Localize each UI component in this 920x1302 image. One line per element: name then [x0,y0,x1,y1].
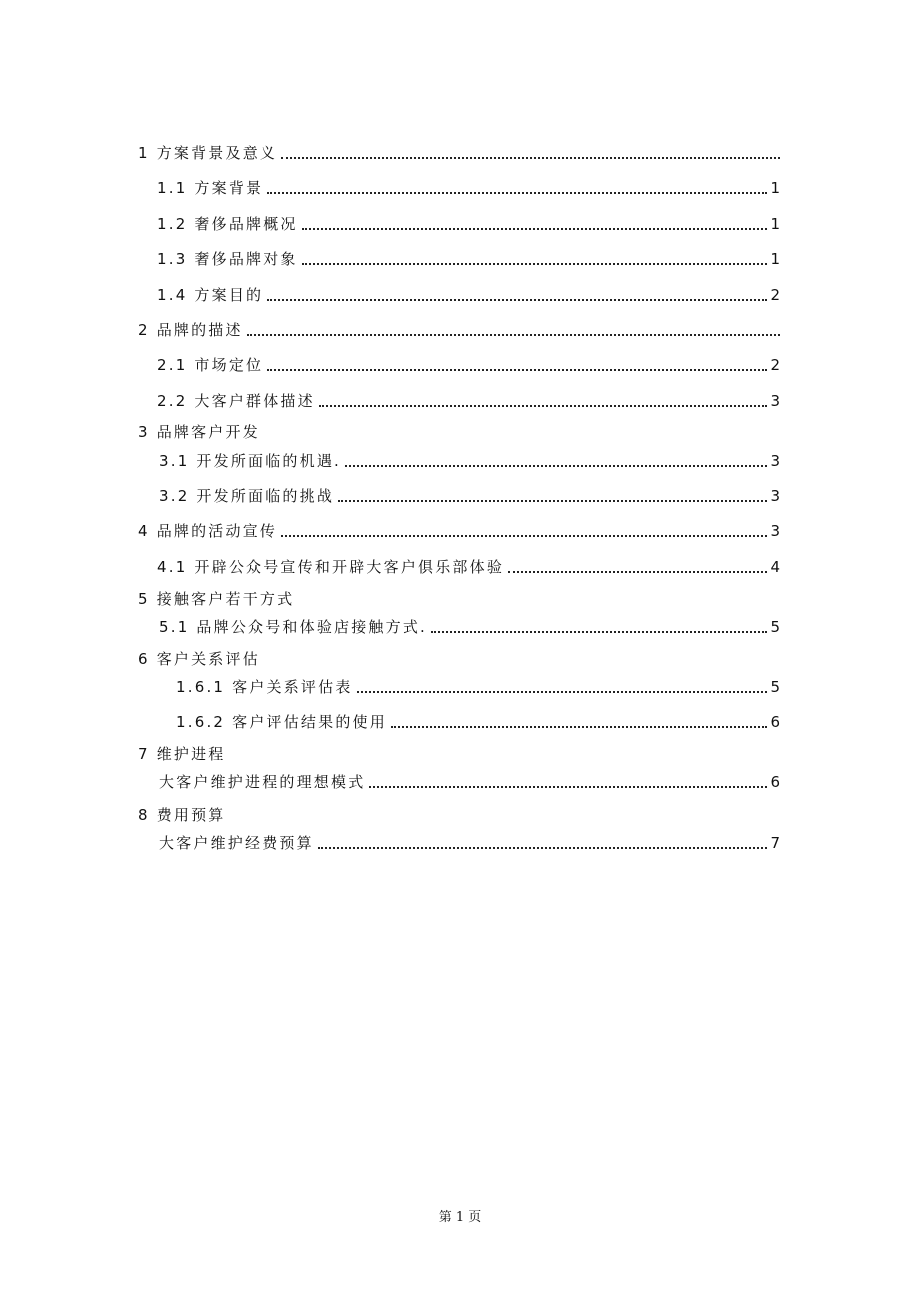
toc-dot-leader [369,785,767,788]
toc-entry-title: 大客户维护进程的理想模式 [159,773,366,791]
toc-entry[interactable] [0,316,920,340]
toc-entry-title: 4.1 开辟公众号宣传和开辟大客户俱乐部体验 [157,558,505,576]
toc-entry-page: 1 [770,179,780,197]
toc-entry-title: 1.6.1 客户关系评估表 [176,678,353,696]
toc-entry-title: 1.1 方案背景 [157,179,264,197]
toc-dot-leader [247,333,780,336]
toc-entry-page: 2 [770,286,780,304]
toc-dot-leader [302,262,767,265]
toc-dot-leader [431,630,767,633]
toc-entry[interactable] [0,482,920,506]
toc-entry-title: 1 方案背景及意义 [138,144,278,162]
toc-entry[interactable] [0,613,920,637]
toc-entry-page: 5 [770,678,780,696]
toc-entry-page: 3 [770,522,780,540]
toc-entry-page: 1 [770,215,780,233]
toc-section-heading[interactable] [138,585,294,609]
toc-entry-title: 1.3 奢侈品牌对象 [157,250,298,268]
toc-section-heading[interactable] [138,645,260,669]
toc-entry-title: 3.1 开发所面临的机遇. [159,452,341,470]
toc-entry-page: 7 [770,834,780,852]
toc-dot-leader [267,298,767,301]
toc-entry[interactable] [0,174,920,198]
toc-dot-leader [267,191,767,194]
toc-entry[interactable] [0,829,920,853]
toc-entry-title: 3.2 开发所面临的挑战 [159,487,335,505]
toc-entry[interactable] [0,517,920,541]
toc-entry-title: 1.6.2 客户评估结果的使用 [176,713,387,731]
toc-dot-leader [281,534,767,537]
toc-entry-page: 1 [770,250,780,268]
toc-dot-leader [302,227,767,230]
toc-section-heading[interactable] [138,740,226,764]
toc-entry-title: 1.4 方案目的 [157,286,264,304]
toc-dot-leader [345,464,767,467]
toc-entry-title: 5.1 品牌公众号和体验店接触方式. [159,618,427,636]
toc-entry-title: 4 品牌的活动宣传 [138,522,278,540]
toc-entry-title: 5 接触客户若干方式 [138,590,295,608]
toc-entry[interactable] [0,708,920,732]
toc-entry-page: 2 [770,356,780,374]
toc-dot-leader [267,368,767,371]
toc-dot-leader [508,570,767,573]
toc-entry-page: 3 [770,487,780,505]
toc-entry-page: 3 [770,452,780,470]
toc-entry[interactable] [0,387,920,411]
toc-section-heading[interactable] [138,801,226,825]
toc-entry-title: 2 品牌的描述 [138,321,243,339]
page-number: 第 1 页 [438,1210,482,1225]
toc-entry-title: 6 客户关系评估 [138,650,260,668]
toc-entry-page: 5 [770,618,780,636]
toc-entry[interactable] [0,351,920,375]
toc-dot-leader [338,499,767,502]
toc-entry-title: 2.1 市场定位 [157,356,264,374]
toc-dot-leader [391,725,767,728]
toc-entry-title: 3 品牌客户开发 [138,423,260,441]
toc-entry[interactable] [0,281,920,305]
toc-entry-page: 6 [770,713,780,731]
toc-entry-page: 3 [770,392,780,410]
toc-entry-page: 4 [770,558,780,576]
page-footer [0,1206,920,1225]
toc-entry-title: 1.2 奢侈品牌概况 [157,215,298,233]
toc-entry-page: 6 [770,773,780,791]
toc-entry[interactable] [0,553,920,577]
toc-entry-title: 大客户维护经费预算 [159,834,314,852]
toc-dot-leader [319,404,767,407]
toc-entry-title: 2.2 大客户群体描述 [157,392,315,410]
toc-entry[interactable] [0,768,920,792]
toc-entry[interactable] [0,139,920,163]
toc-entry[interactable] [0,210,920,234]
toc-entry[interactable] [0,245,920,269]
toc-entry-title: 7 维护进程 [138,745,226,763]
toc-entry[interactable] [0,447,920,471]
toc-entry[interactable] [0,673,920,697]
toc-dot-leader [318,846,767,849]
toc-dot-leader [281,156,780,159]
toc-dot-leader [357,690,767,693]
toc-section-heading[interactable] [138,418,260,442]
toc-entry-title: 8 费用预算 [138,806,226,824]
